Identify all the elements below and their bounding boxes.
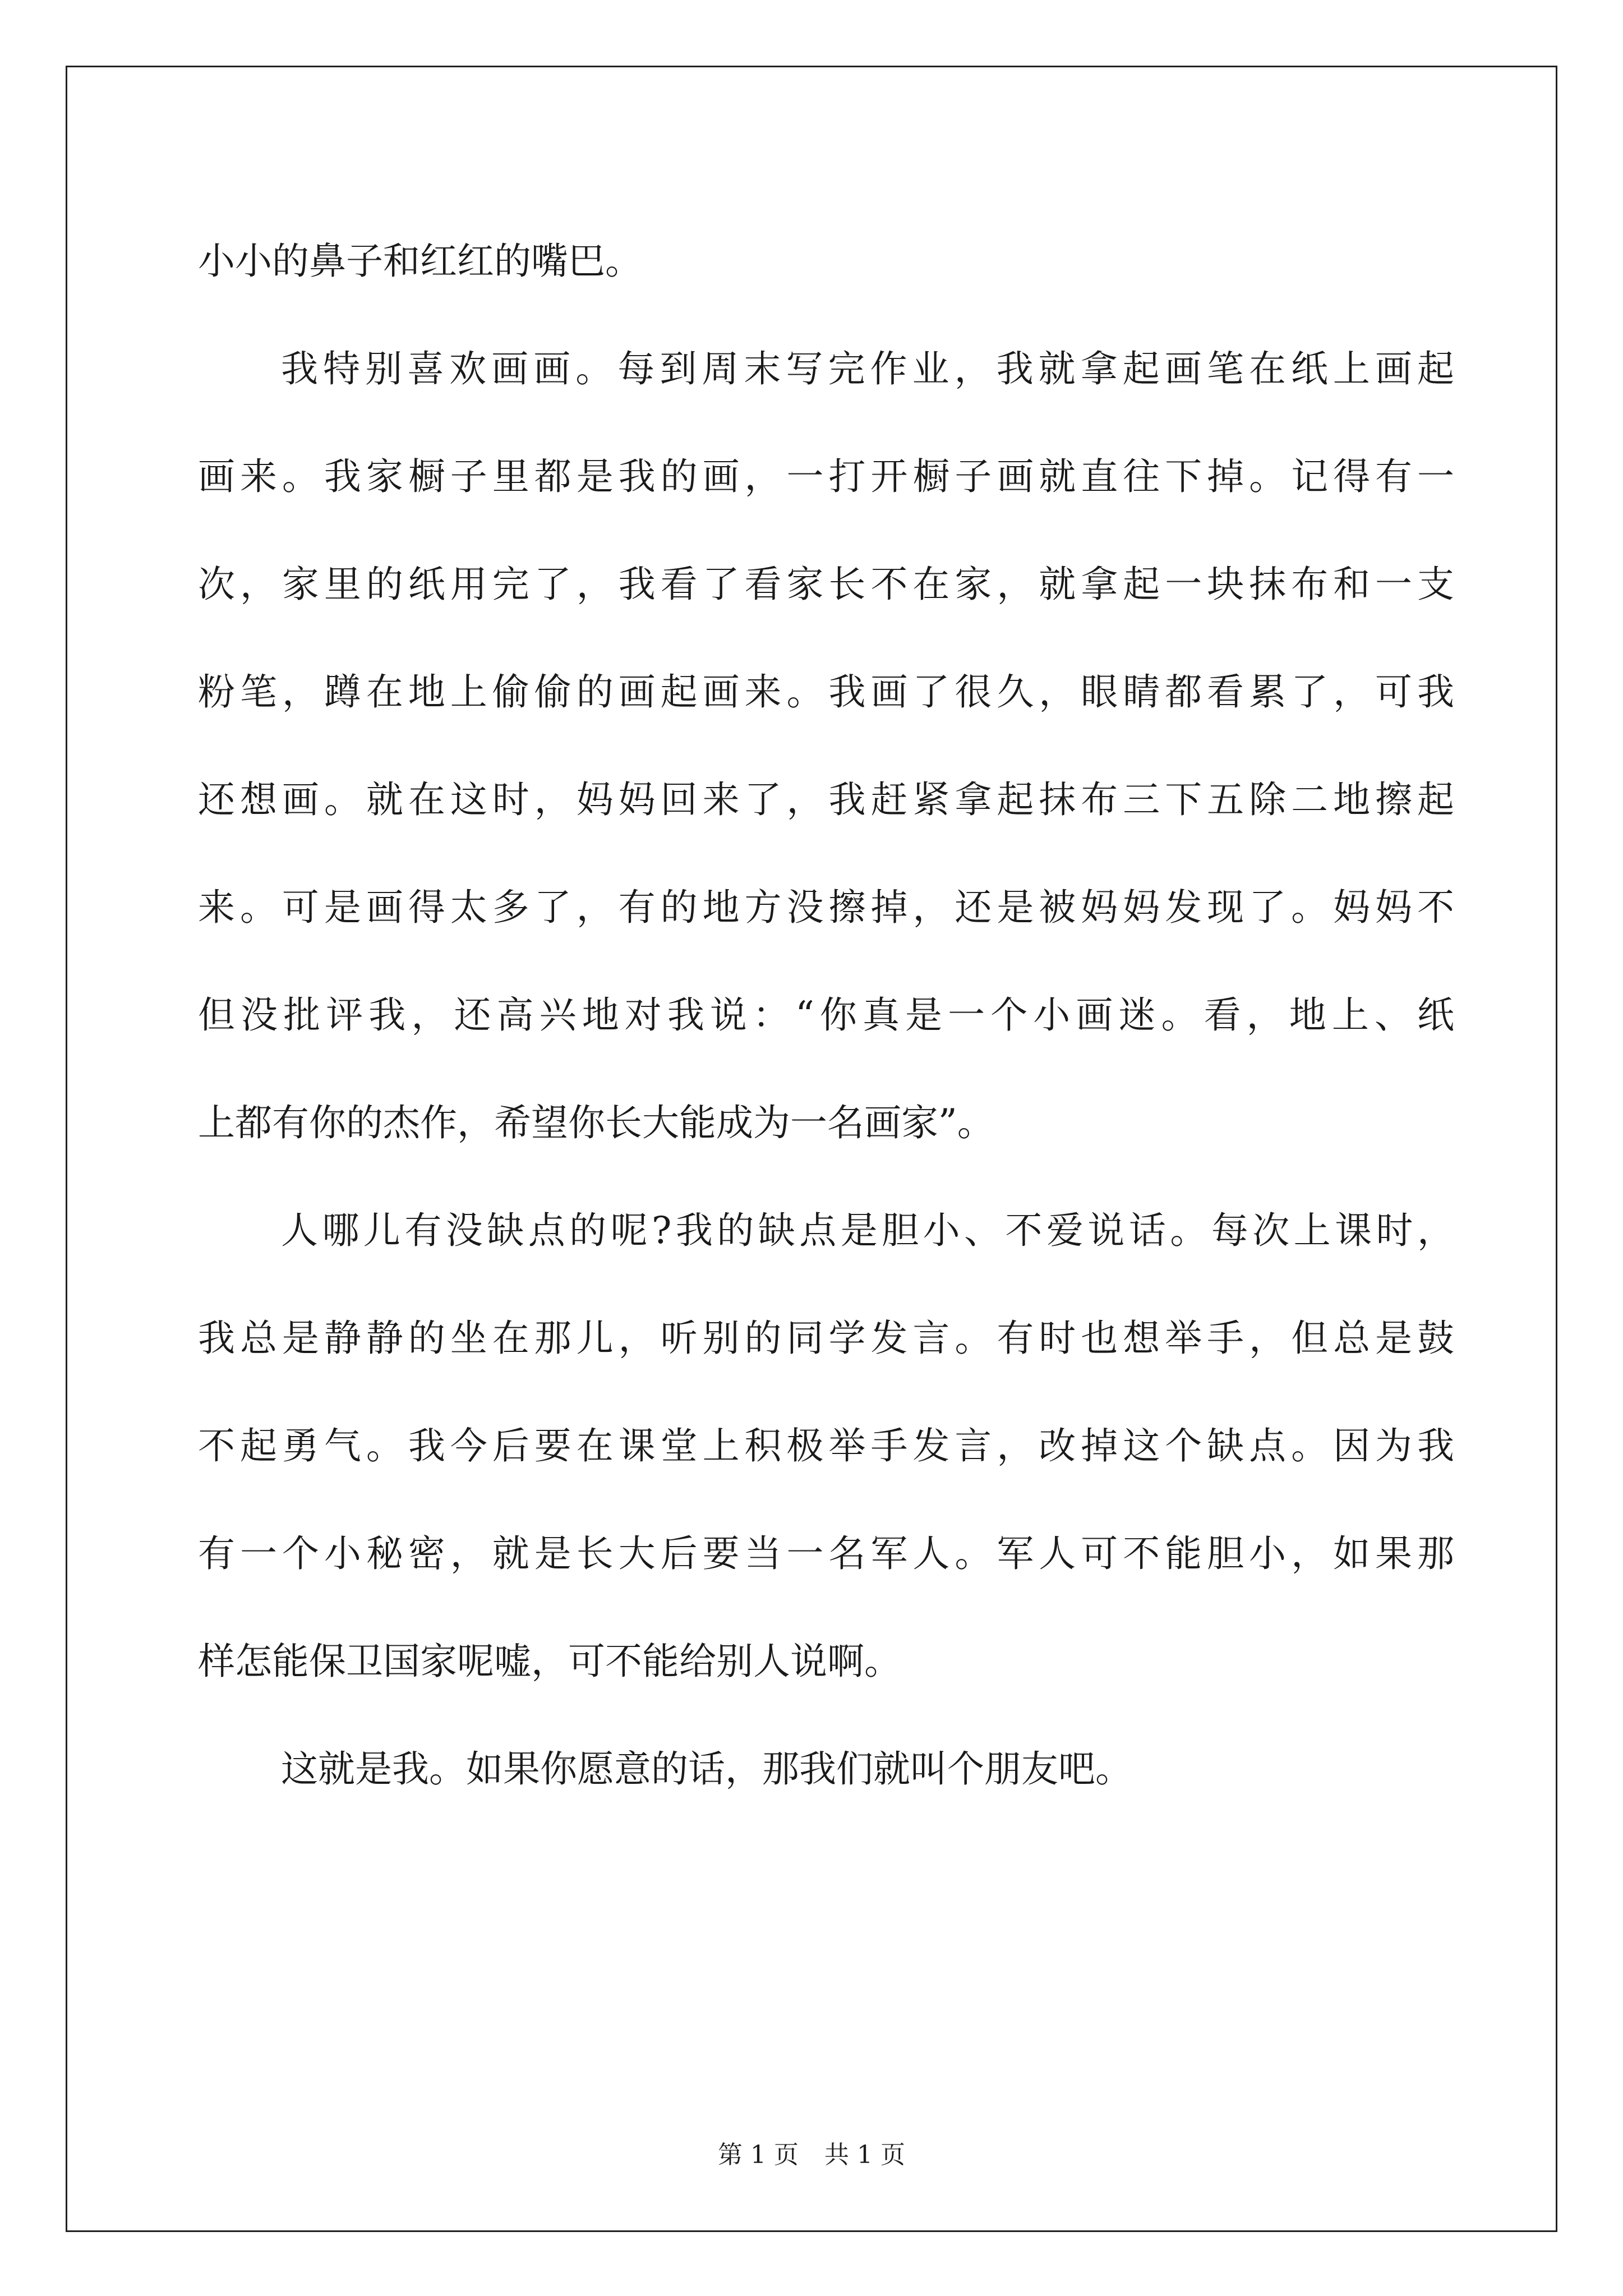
- text-line: 不起勇气。我今后要在课堂上积极举手发言，改掉这个缺点。因为我: [198, 1424, 1454, 1467]
- text-line: 画来。我家橱子里都是我的画，一打开橱子画就直往下掉。记得有一: [198, 455, 1454, 498]
- text-line: 但没批评我，还高兴地对我说：“你真是一个小画迷。看，地上、纸: [198, 993, 1454, 1037]
- text-line: 我特别喜欢画画。每到周末写完作业，我就拿起画笔在纸上画起: [281, 347, 1454, 390]
- page-total: 共 1 页: [824, 2141, 905, 2169]
- page-footer: [0, 2138, 1623, 2172]
- text-line: 人哪儿有没缺点的呢?我的缺点是胆小、不爱说话。每次上课时，: [281, 1209, 1454, 1252]
- text-line: 上都有你的杰作，希望你长大能成为一名画家”。: [198, 1101, 994, 1144]
- text-line: 粉笔，蹲在地上偷偷的画起画来。我画了很久，眼睛都看累了，可我: [198, 670, 1454, 714]
- text-line: 来。可是画得太多了，有的地方没擦掉，还是被妈妈发现了。妈妈不: [198, 886, 1454, 929]
- text-line: 我总是静静的坐在那儿，听别的同学发言。有时也想举手，但总是鼓: [198, 1317, 1454, 1360]
- text-line: 这就是我。如果你愿意的话，那我们就叫个朋友吧。: [281, 1747, 1132, 1791]
- text-line: 还想画。就在这时，妈妈回来了，我赶紧拿起抹布三下五除二地擦起: [198, 778, 1454, 821]
- document-body: [198, 208, 1454, 1823]
- page-number: 第 1 页: [718, 2141, 799, 2169]
- text-line: 有一个小秘密，就是长大后要当一名军人。军人可不能胆小，如果那: [198, 1532, 1454, 1575]
- text-line: 次，家里的纸用完了，我看了看家长不在家，就拿起一块抹布和一支: [198, 563, 1454, 606]
- text-line: 样怎能保卫国家呢嘘，可不能给别人说啊。: [198, 1640, 901, 1683]
- text-line: 小小的鼻子和红红的嘴巴。: [198, 240, 642, 283]
